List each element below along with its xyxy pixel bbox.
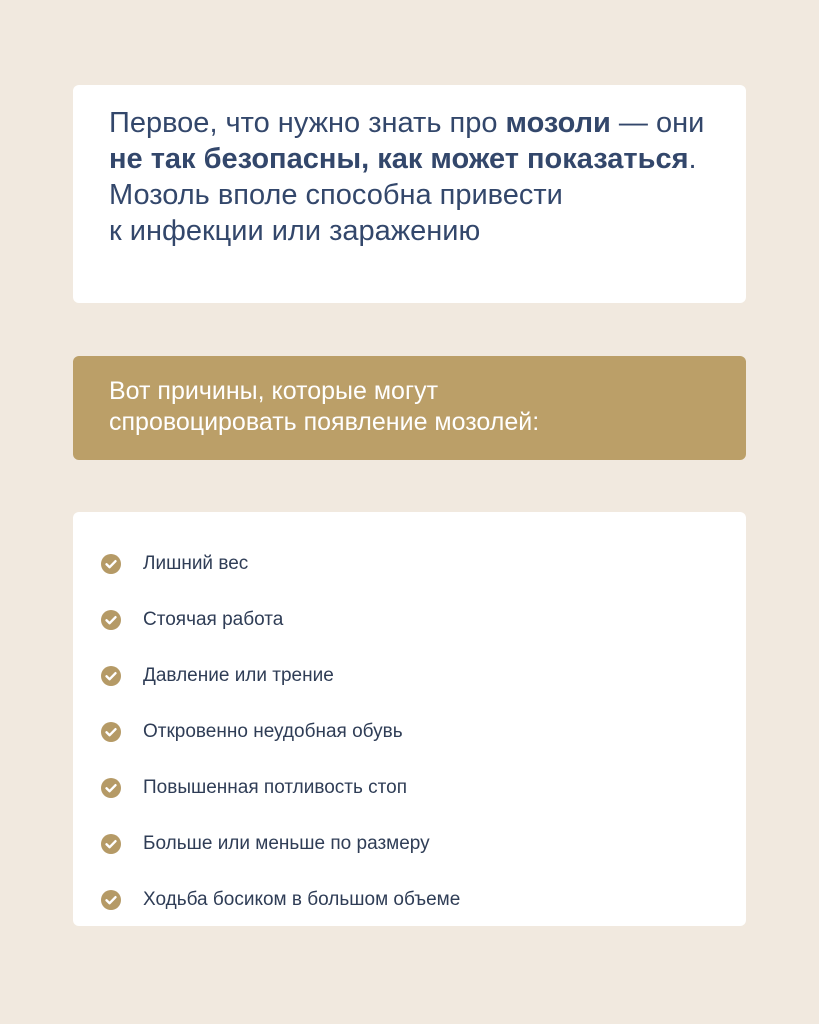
list-item [101, 872, 746, 928]
cause-label: Больше или меньше по размеру [143, 833, 430, 854]
check-circle-icon [101, 834, 121, 854]
check-circle-icon [101, 722, 121, 742]
cause-label: Лишний вес [143, 553, 249, 574]
list-item [101, 816, 746, 872]
banner-heading [109, 376, 710, 438]
intro-text-part: — они [610, 107, 705, 139]
causes-card [73, 512, 746, 926]
intro-highlight-not-safe: не так безопасны, как может показаться [109, 143, 689, 175]
list-item [101, 592, 746, 648]
intro-text-part: . [688, 143, 697, 175]
cause-label: Повышенная потливость стоп [143, 777, 407, 798]
intro-statement [109, 105, 710, 249]
cause-label: Давление или трение [143, 665, 334, 686]
intro-card [73, 85, 746, 303]
causes-list [101, 536, 746, 928]
check-circle-icon [101, 666, 121, 686]
list-item [101, 704, 746, 760]
list-item [101, 648, 746, 704]
check-circle-icon [101, 610, 121, 630]
banner-line: спровоцировать появление мозолей: [109, 408, 540, 436]
intro-line-infection-end: к инфекции или заражению [109, 215, 481, 247]
check-circle-icon [101, 778, 121, 798]
cause-label: Ходьба босиком в большом объеме [143, 889, 461, 910]
intro-highlight-calluses: мозоли [505, 107, 611, 139]
cause-label: Стоячая работа [143, 609, 284, 630]
check-circle-icon [101, 890, 121, 910]
list-item [101, 536, 746, 592]
causes-banner [73, 356, 746, 460]
intro-text-part: Первое, что нужно знать про [109, 107, 506, 139]
banner-line: Вот причины, которые могут [109, 377, 439, 405]
list-item [101, 760, 746, 816]
intro-line-infection: Мозоль вполе способна привести [109, 179, 563, 211]
cause-label: Откровенно неудобная обувь [143, 721, 403, 742]
check-circle-icon [101, 554, 121, 574]
